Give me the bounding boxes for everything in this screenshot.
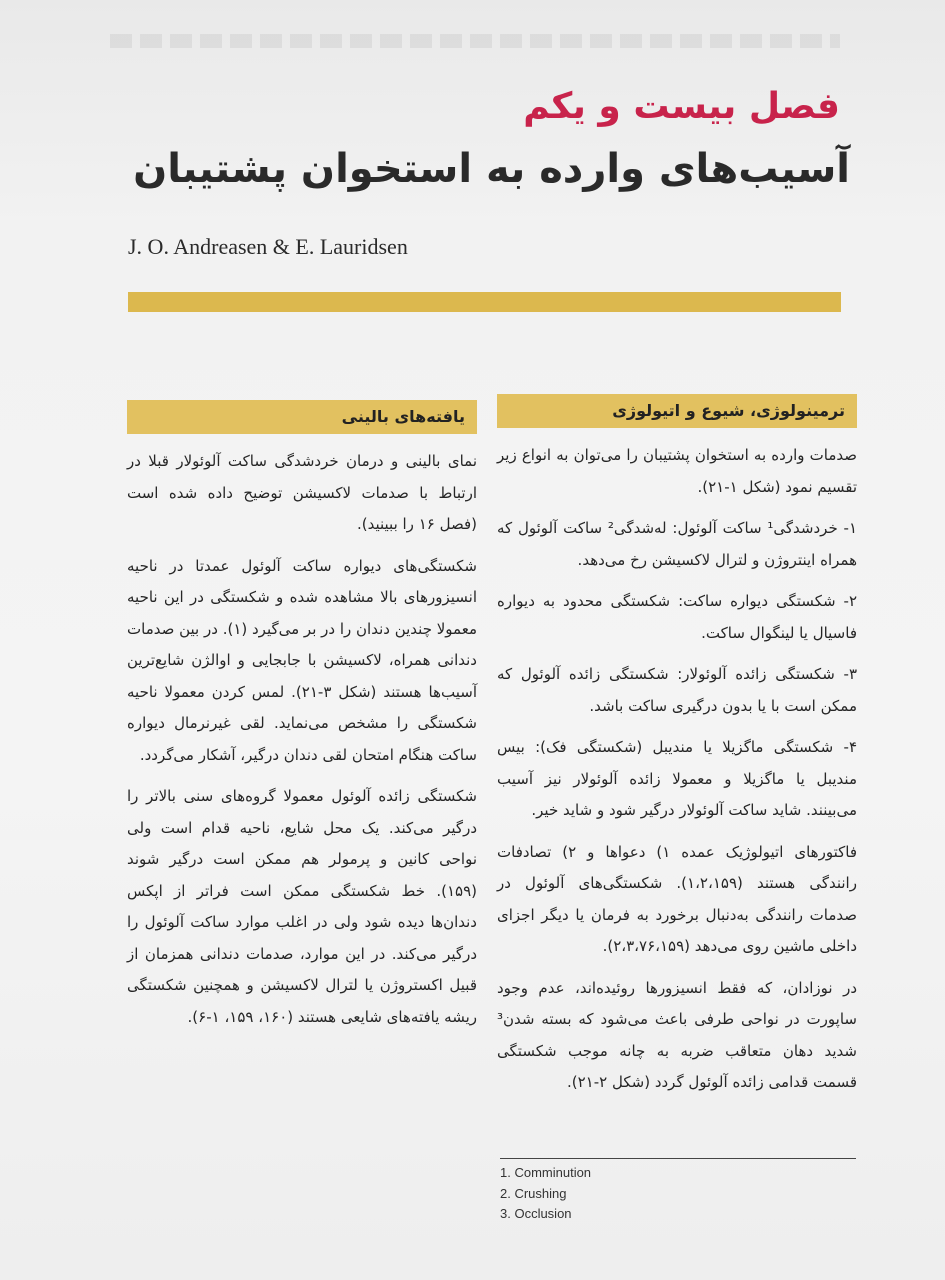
right-column — [497, 394, 857, 1109]
footnotes — [500, 1158, 856, 1225]
bleed-through-text — [110, 34, 840, 48]
left-column — [127, 400, 477, 1043]
paragraph: ۱- خردشدگی¹ ساکت آلوئول: له‌شدگی² ساکت آلوئول که همراه اینتروژن و لترال لاکسیشن رخ می‌دهد. — [497, 519, 857, 569]
section-heading-clinical-findings: یافته‌های بالینی — [127, 400, 477, 434]
chapter-label: فصل بیست و یکم — [523, 86, 840, 127]
paragraph: فاکتورهای اتیولوژیک عمده ۱) دعواها و ۲) تصادفات رانندگی هستند (۱،۲،۱۵۹). شکستگی‌های آلوئول در صدمات رانندگی به‌دنبال برخورد به فرمان یا دیگر اجزای داخلی ماشین روی می‌دهد (۲،۳،۷۶،۱۵۹). — [497, 842, 857, 955]
paragraph: ۳- شکستگی زائده آلوئولار: شکستگی زائده آلوئول که ممکن است با یا بدون درگیری ساکت باشد. — [497, 665, 857, 715]
paragraph: ۴- شکستگی ماگزیلا یا مندیبل (شکستگی فک): بیس مندیبل یا ماگزیلا و معمولا زائده آلوئولار نیز آسیب می‌بینند. شاید ساکت آلوئولار درگیر شود و شاید خیر. — [497, 738, 857, 819]
authors: J. O. Andreasen & E. Lauridsen — [128, 234, 408, 259]
paragraph: صدمات وارده به استخوان پشتیبان را می‌توان به انواع زیر تقسیم نمود (شکل ۱-۲۱). — [497, 446, 857, 496]
decorative-rule — [128, 292, 841, 312]
paragraph: ۲- شکستگی دیواره ساکت: شکستگی محدود به دیواره فاسیال یا لینگوال ساکت. — [497, 592, 857, 642]
paragraph: نمای بالینی و درمان خردشدگی ساکت آلوئولار قبلا در ارتباط با صدمات لاکسیشن توضیح داده شده است (فصل ۱۶ را ببینید). — [127, 452, 477, 533]
footnote: 1. Comminution — [500, 1165, 592, 1180]
footnote: 3. Occlusion — [500, 1206, 572, 1221]
chapter-title: آسیب‌های وارده به استخوان پشتیبان — [133, 146, 850, 192]
paragraph: شکستگی‌های دیواره ساکت آلوئول عمدتا در ناحیه انسیزورهای بالا مشاهده شده و شکستگی در این ناحیه معمولا چندین دندان را در بر می‌گیرد (۱). در بین صدمات دندانی همراه، لاکسیشن با جابجایی و اوالژن شایع‌ترین آسیب‌ها هستند (شکل ۳-۲۱). لمس کردن معمولا ناحیه شکستگی را مشخص می‌نماید. لقی غیرنرمال دیواره ساکت هنگام امتحان لقی دندان درگیر، آشکار می‌گردد. — [127, 556, 477, 764]
footnote: 2. Crushing — [500, 1185, 567, 1201]
section-heading-terminology: ترمینولوژی، شیوع و اتیولوژی — [497, 394, 857, 428]
paragraph: در نوزادان، که فقط انسیزورها روئیده‌اند، عدم وجود ساپورت در نواحی طرفی باعث می‌شود که بسته شدن³ شدید دهان متعاقب ضربه به چانه موجب شکستگی قسمت قدامی زائده آلوئول گردد (شکل ۲-۲۱). — [497, 978, 857, 1091]
paragraph: شکستگی زائده آلوئول معمولا گروه‌های سنی بالاتر را درگیر می‌کند. یک محل شایع، ناحیه قدام است ولی نواحی کانین و پرمولر هم ممکن است درگیر شوند (۱۵۹). خط شکستگی ممکن است فراتر از اپکس دندان‌ها دیده شود ولی در اغلب موارد ساکت آلوئول را درگیر می‌کند. در این موارد، صدمات دندانی همزمان از قبیل اکستروژن یا لترال لاکسیشن و همچنین شکستگی ریشه یافته‌های شایعی هستند (۱۶۰، ۱۵۹، ۱-۶). — [127, 787, 477, 1026]
